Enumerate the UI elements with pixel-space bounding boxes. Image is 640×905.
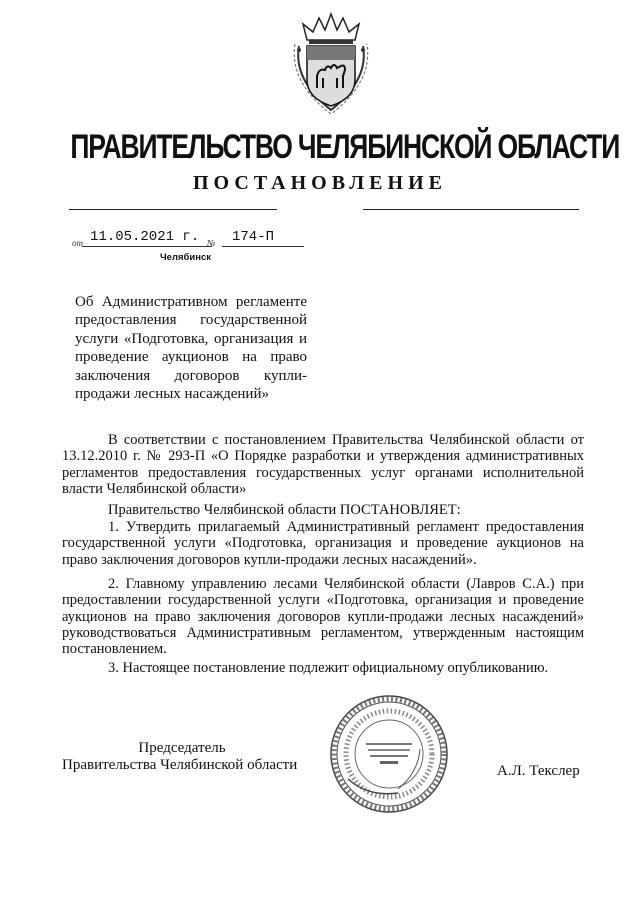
government-title: ПРАВИТЕЛЬСТВО ЧЕЛЯБИНСКОЙ ОБЛАСТИ <box>70 128 620 166</box>
header-rule-right <box>363 209 579 210</box>
document-type-title: ПОСТАНОВЛЕНИЕ <box>193 172 447 194</box>
document-number: 174-П <box>222 229 304 247</box>
header-rule-left <box>69 209 277 210</box>
clause-1: 1. Утвердить прилагаемый Административный регламент предоставления государственной услуги «Подготовка, организация и проведение аукционов на право заключения договоров купли-продажи лесных насаждений». <box>62 519 584 568</box>
signatory-position <box>62 740 302 774</box>
official-round-stamp-icon <box>328 693 450 815</box>
chelyabinsk-coat-of-arms-icon <box>289 10 373 114</box>
number-prefix: № <box>207 238 216 248</box>
city-label: Челябинск <box>160 252 212 263</box>
date-prefix: от <box>72 238 83 248</box>
document-subject: Об Административном регламенте предоставления государственной услуги «Подготовка, организация и проведение аукционов на право заключения договоров купли-продажи лесных насаждений» <box>75 294 307 403</box>
clause-3: 3. Настоящее постановление подлежит официальному опубликованию. <box>108 660 549 676</box>
document-date: 11.05.2021 г. <box>82 229 212 247</box>
resolution-statement: Правительство Челябинской области ПОСТАНОВЛЯЕТ: <box>108 502 461 518</box>
signatory-position-line2: Правительства Челябинской области <box>62 757 298 773</box>
signatory-name: А.Л. Текслер <box>497 763 580 779</box>
preamble-paragraph: В соответствии с постановлением Правительства Челябинской области от 13.12.2010 г. № 293-П «О Порядке разработки и утверждения административных регламентов предоставления государственных услуг органами исполнительной власти Челябинской области» <box>62 432 584 497</box>
clause-2: 2. Главному управлению лесами Челябинской области (Лавров С.А.) при предоставлении государственной услуги «Подготовка, организация и проведение аукционов на право заключения договоров купли-продажи лесных насаждений» руководствоваться Административным регламентом, утвержденным настоящим постановлением. <box>62 576 584 658</box>
signatory-position-line1: Председатель <box>138 740 226 756</box>
